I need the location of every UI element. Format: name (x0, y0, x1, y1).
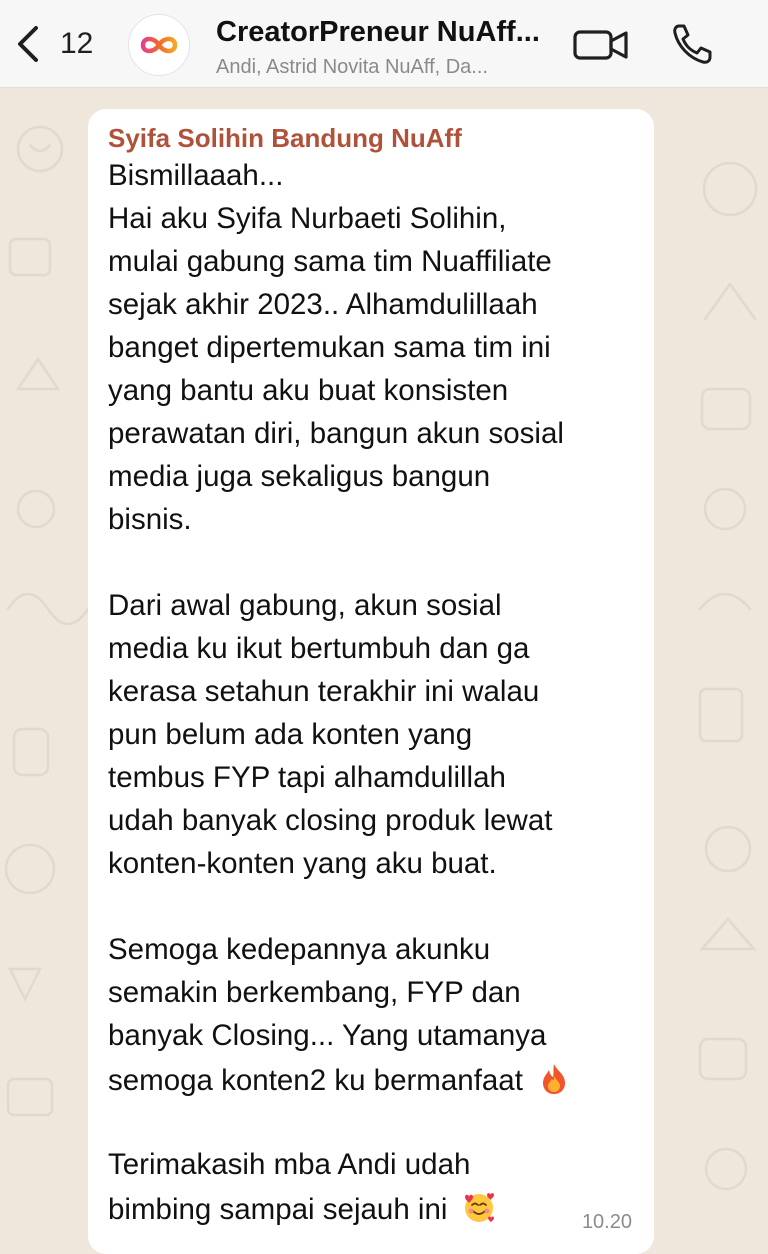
message-line: banget dipertemukan sama tim ini (108, 331, 551, 364)
unread-count: 12 (60, 27, 94, 60)
message-line: Dari awal gabung, akun sosial (108, 589, 502, 622)
smiling-face-with-hearts-icon (462, 1191, 496, 1225)
message-line: tembus FYP tapi alhamdulillah (108, 761, 506, 794)
message-line: kerasa setahun terakhir ini walau (108, 675, 540, 708)
message-line: konten-konten yang aku buat. (108, 847, 497, 880)
message-line: Terimakasih mba Andi udah (108, 1148, 471, 1181)
fire-emoji-icon (537, 1062, 571, 1096)
group-avatar[interactable] (128, 14, 190, 76)
message-line: semoga konten2 ku bermanfaat (108, 1064, 523, 1097)
message-line: sejak akhir 2023.. Alhamdulillaah (108, 288, 538, 321)
chevron-left-icon (14, 24, 42, 64)
message-line: Semoga kedepannya akunku (108, 933, 491, 966)
message-line: yang bantu aku buat konsisten (108, 374, 509, 407)
message-line: pun belum ada konten yang (108, 718, 473, 751)
group-members[interactable]: Andi, Astrid Novita NuAff, Da... (216, 56, 488, 78)
message-bubble[interactable] (88, 109, 654, 1254)
message-line: banyak Closing... Yang utamanya (108, 1019, 547, 1052)
message-line: Hai aku Syifa Nurbaeti Solihin, (108, 202, 507, 235)
chat-header (0, 0, 768, 88)
message-line: udah banyak closing produk lewat (108, 804, 553, 837)
message-line: Bismillaaah... (108, 159, 284, 192)
video-call-button[interactable] (572, 24, 630, 64)
message-line: media juga sekaligus bangun (108, 460, 491, 493)
group-title[interactable]: CreatorPreneur NuAff... (216, 16, 540, 48)
sender-name[interactable]: Syifa Solihin Bandung NuAff (108, 123, 462, 153)
back-button[interactable] (14, 22, 104, 66)
message-line: media ku ikut bertumbuh dan ga (108, 632, 530, 665)
message-line: mulai gabung sama tim Nuaffiliate (108, 245, 552, 278)
message-line-with-emoji (108, 1191, 496, 1227)
message-line: semakin berkembang, FYP dan (108, 976, 521, 1009)
infinity-logo-icon (137, 32, 181, 58)
message-time: 10.20 (581, 1211, 632, 1233)
phone-icon (670, 22, 714, 66)
chat-area[interactable] (0, 89, 768, 1254)
message-line-with-emoji (108, 1062, 571, 1098)
message-line: bimbing sampai sejauh ini (108, 1193, 448, 1226)
video-camera-icon (572, 24, 630, 64)
voice-call-button[interactable] (670, 22, 714, 66)
message-line: perawatan diri, bangun akun sosial (108, 417, 564, 450)
message-line: bisnis. (108, 503, 192, 536)
